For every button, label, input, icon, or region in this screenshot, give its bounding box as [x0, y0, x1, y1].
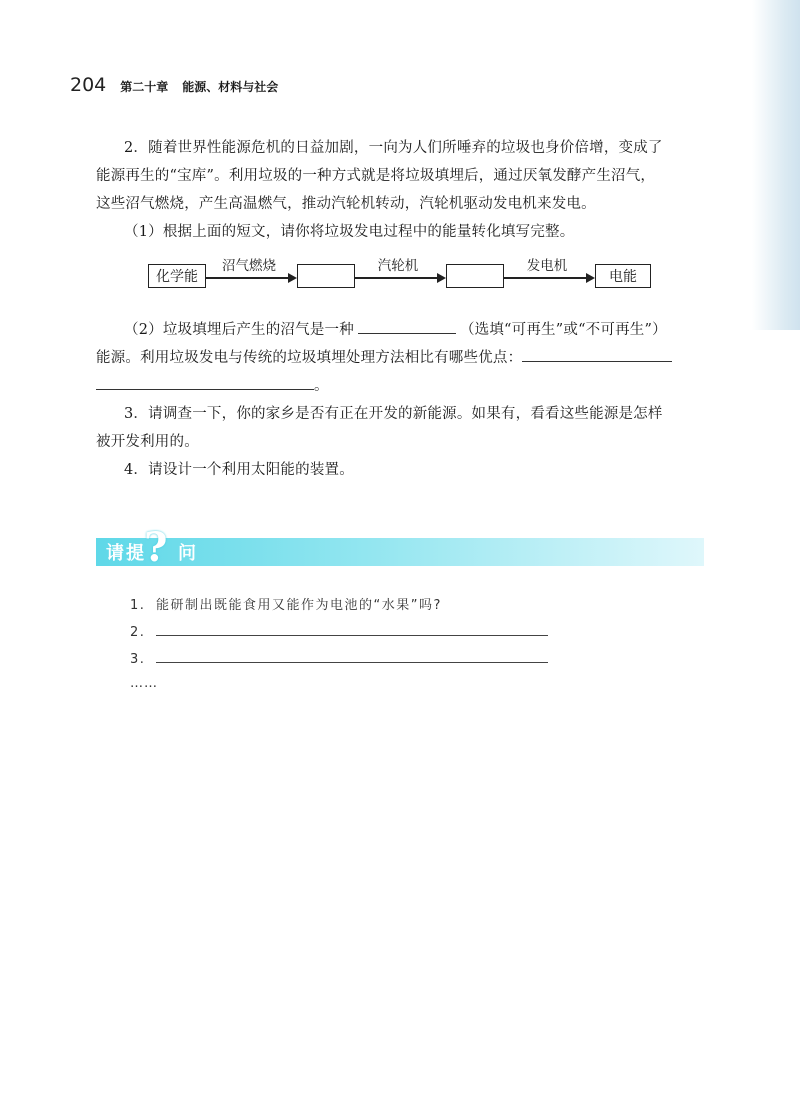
advantages-answer-blank-2[interactable]	[96, 375, 314, 390]
flow-arrowhead-2	[437, 273, 446, 283]
banner-title-a: 请提	[106, 543, 146, 564]
page-header	[70, 74, 278, 98]
chapter-label: 第二十章	[120, 80, 169, 94]
flow-arrowhead-1	[288, 273, 297, 283]
ask-question-3	[130, 646, 548, 673]
ask-questions-banner	[96, 524, 704, 571]
q2-sub2-text-b: （选填“可再生”或“不可再生”）	[459, 322, 667, 338]
ask-question-number: 1.	[130, 598, 146, 613]
q4-line-1: 4．请设计一个利用太阳能的装置。	[124, 462, 354, 478]
question-2-part-2	[96, 316, 708, 400]
flow-blank-box-1[interactable]	[297, 264, 355, 288]
flow-blank-box-2[interactable]	[446, 264, 504, 288]
banner-title-b: 问	[178, 543, 196, 564]
q2-sub2-line-2	[96, 344, 708, 372]
q2-line-1: 2．随着世界性能源危机的日益加剧，一向为人们所唾弃的垃圾也身价倍增，变成了	[124, 140, 663, 156]
q2-sub2-text-a: （2）垃圾填埋后产生的沼气是一种	[124, 322, 354, 338]
renewable-answer-blank[interactable]	[358, 319, 456, 334]
q3-line-2: 被开发利用的。	[96, 434, 199, 450]
flow-arrow-1	[206, 277, 290, 279]
flow-arrow-2	[355, 277, 439, 279]
flow-box-chemical-energy: 化学能	[148, 264, 206, 288]
question-2-intro	[96, 134, 708, 246]
energy-flow-diagram	[148, 258, 658, 292]
q2-sub2-line-1	[96, 316, 708, 344]
q2-sub2-end: 。	[314, 378, 329, 394]
ask-question-blank[interactable]	[156, 623, 548, 636]
advantages-answer-blank-1[interactable]	[522, 347, 672, 362]
ask-question-blank[interactable]	[156, 650, 548, 663]
q2-sub2-line-3	[96, 372, 708, 400]
question-mark-icon: ?	[144, 524, 168, 571]
flow-label-generator: 发电机	[526, 258, 568, 274]
question-3-4	[96, 400, 708, 484]
q2-line-2: 能源再生的“宝库”。利用垃圾的一种方式就是将垃圾填埋后，通过厌氧发酵产生沼气，	[96, 168, 656, 184]
page-number: 204	[70, 74, 107, 96]
ask-question-text: 能研制出既能食用又能作为电池的“水果”吗?	[156, 598, 442, 613]
flow-arrowhead-3	[586, 273, 595, 283]
q3-line-1: 3．请调查一下，你的家乡是否有正在开发的新能源。如果有，看看这些能源是怎样	[124, 406, 663, 422]
page-edge-decoration	[752, 0, 800, 330]
flow-label-turbine: 汽轮机	[377, 258, 419, 274]
ask-question-list	[130, 592, 548, 673]
ask-question-number: 3.	[130, 652, 146, 667]
q2-sub2-text-c: 能源。利用垃圾发电与传统的垃圾填埋处理方法相比有哪些优点：	[96, 350, 523, 366]
ask-ellipsis: ……	[130, 676, 158, 691]
q2-sub1: （1）根据上面的短文，请你将垃圾发电过程中的能量转化填写完整。	[124, 224, 575, 240]
flow-arrow-3	[504, 277, 588, 279]
flow-box-electric-energy: 电能	[595, 264, 651, 288]
ask-question-number: 2.	[130, 625, 146, 640]
ask-question-2	[130, 619, 548, 646]
chapter-title: 能源、材料与社会	[182, 80, 279, 94]
ask-question-1	[130, 592, 548, 619]
flow-label-biogas-burning: 沼气燃烧	[222, 258, 276, 274]
q2-line-3: 这些沼气燃烧，产生高温燃气，推动汽轮机转动，汽轮机驱动发电机来发电。	[96, 196, 596, 212]
